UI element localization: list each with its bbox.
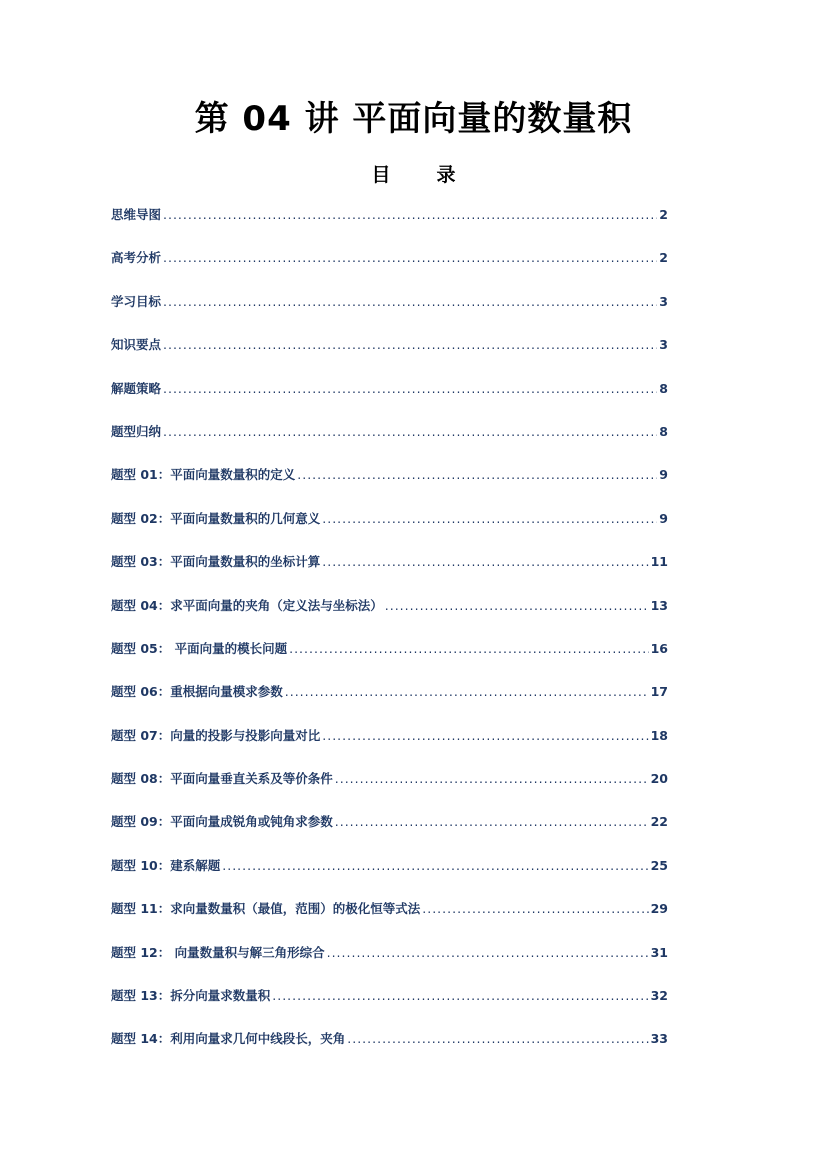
toc-entry-page: 16 [650, 640, 668, 656]
toc-entry-page: 9 [659, 467, 668, 483]
toc-entry-page: 25 [650, 857, 668, 873]
toc-entry-label: 题型 09：平面向量成锐角或钝角求参数 [111, 814, 333, 830]
toc-entry[interactable] [111, 856, 668, 899]
toc-entry-label: 题型 07：向量的投影与投影向量对比 [111, 727, 321, 743]
toc-dot-leader [163, 422, 657, 442]
toc-list [111, 205, 668, 1073]
toc-entry-page: 2 [659, 207, 668, 222]
toc-entry[interactable] [111, 422, 668, 465]
toc-entry-page: 13 [650, 597, 668, 613]
toc-entry-page: 22 [650, 814, 668, 830]
toc-dot-leader [222, 856, 648, 876]
toc-dot-leader [322, 509, 657, 529]
toc-entry-label: 题型 10：建系解题 [111, 857, 221, 873]
toc-entry-label: 题型 04：求平面向量的夹角（定义法与坐标法） [111, 597, 383, 613]
toc-entry-page: 9 [659, 510, 668, 526]
toc-dot-leader [335, 812, 649, 832]
toc-entry-label: 题型 11：求向量数量积（最值，范围）的极化恒等式法 [111, 901, 421, 917]
toc-entry-label: 题型 08：平面向量垂直关系及等价条件 [111, 771, 333, 787]
toc-dot-leader [163, 292, 657, 312]
toc-dot-leader [322, 726, 648, 746]
toc-entry-page: 2 [659, 250, 668, 266]
toc-entry-page: 32 [650, 988, 668, 1004]
toc-entry[interactable] [111, 943, 668, 986]
toc-entry[interactable] [111, 292, 668, 335]
toc-entry-label: 学习目标 [111, 293, 162, 309]
toc-entry-page: 17 [650, 684, 668, 700]
toc-entry-page: 8 [659, 380, 668, 396]
toc-entry[interactable] [111, 899, 668, 942]
toc-entry[interactable] [111, 682, 668, 725]
toc-dot-leader [163, 379, 657, 399]
toc-entry-page: 31 [650, 944, 668, 960]
page-title: 第 04 讲 平面向量的数量积 [194, 98, 633, 139]
toc-entry[interactable] [111, 726, 668, 769]
toc-entry-label: 题型 06：重根据向量模求参数 [111, 684, 283, 700]
toc-entry[interactable] [111, 596, 668, 639]
toc-dot-leader [322, 552, 648, 572]
toc-dot-leader [385, 596, 649, 616]
toc-entry[interactable] [111, 986, 668, 1029]
toc-entry[interactable] [111, 248, 668, 291]
toc-entry[interactable] [111, 335, 668, 378]
toc-entry-page: 11 [650, 554, 668, 570]
toc-entry-label: 题型归纳 [111, 423, 162, 439]
toc-entry-label: 题型 14：利用向量求几何中线段长，夹角 [111, 1031, 346, 1047]
toc-entry-label: 题型 05： 平面向量的模长问题 [111, 640, 288, 656]
toc-dot-leader [163, 248, 657, 268]
toc-entry-label: 知识要点 [111, 337, 162, 353]
toc-heading [0, 162, 827, 188]
toc-entry[interactable] [111, 812, 668, 855]
toc-entry[interactable] [111, 205, 668, 248]
toc-dot-leader [422, 899, 648, 919]
toc-dot-leader [297, 465, 657, 485]
toc-dot-leader [163, 205, 657, 225]
toc-heading-left: 目 [371, 164, 391, 186]
toc-entry[interactable] [111, 509, 668, 552]
toc-entry[interactable] [111, 465, 668, 508]
toc-entry-label: 高考分析 [111, 250, 162, 266]
toc-entry-page: 20 [650, 771, 668, 787]
toc-entry[interactable] [111, 1029, 668, 1072]
toc-dot-leader [285, 682, 649, 702]
toc-entry[interactable] [111, 639, 668, 682]
toc-dot-leader [327, 943, 649, 963]
toc-entry[interactable] [111, 769, 668, 812]
toc-entry-label: 题型 12： 向量数量积与解三角形综合 [111, 944, 325, 960]
toc-entry-label: 思维导图 [111, 207, 162, 222]
toc-entry-page: 8 [659, 423, 668, 439]
toc-entry-label: 解题策略 [111, 380, 162, 396]
toc-entry[interactable] [111, 552, 668, 595]
toc-entry-page: 18 [650, 727, 668, 743]
toc-entry-page: 3 [659, 337, 668, 353]
toc-dot-leader [163, 335, 657, 355]
toc-dot-leader [289, 639, 648, 659]
toc-dot-leader [347, 1029, 648, 1049]
toc-entry-label: 题型 01：平面向量数量积的定义 [111, 467, 296, 483]
toc-heading-right: 录 [436, 164, 456, 186]
toc-entry-page: 3 [659, 293, 668, 309]
toc-entry-page: 29 [650, 901, 668, 917]
toc-entry[interactable] [111, 379, 668, 422]
toc-entry-label: 题型 02：平面向量数量积的几何意义 [111, 510, 321, 526]
toc-entry-label: 题型 13：拆分向量求数量积 [111, 988, 271, 1004]
toc-entry-page: 33 [650, 1031, 668, 1047]
toc-dot-leader [272, 986, 648, 1006]
toc-dot-leader [335, 769, 649, 789]
toc-entry-label: 题型 03：平面向量数量积的坐标计算 [111, 554, 321, 570]
